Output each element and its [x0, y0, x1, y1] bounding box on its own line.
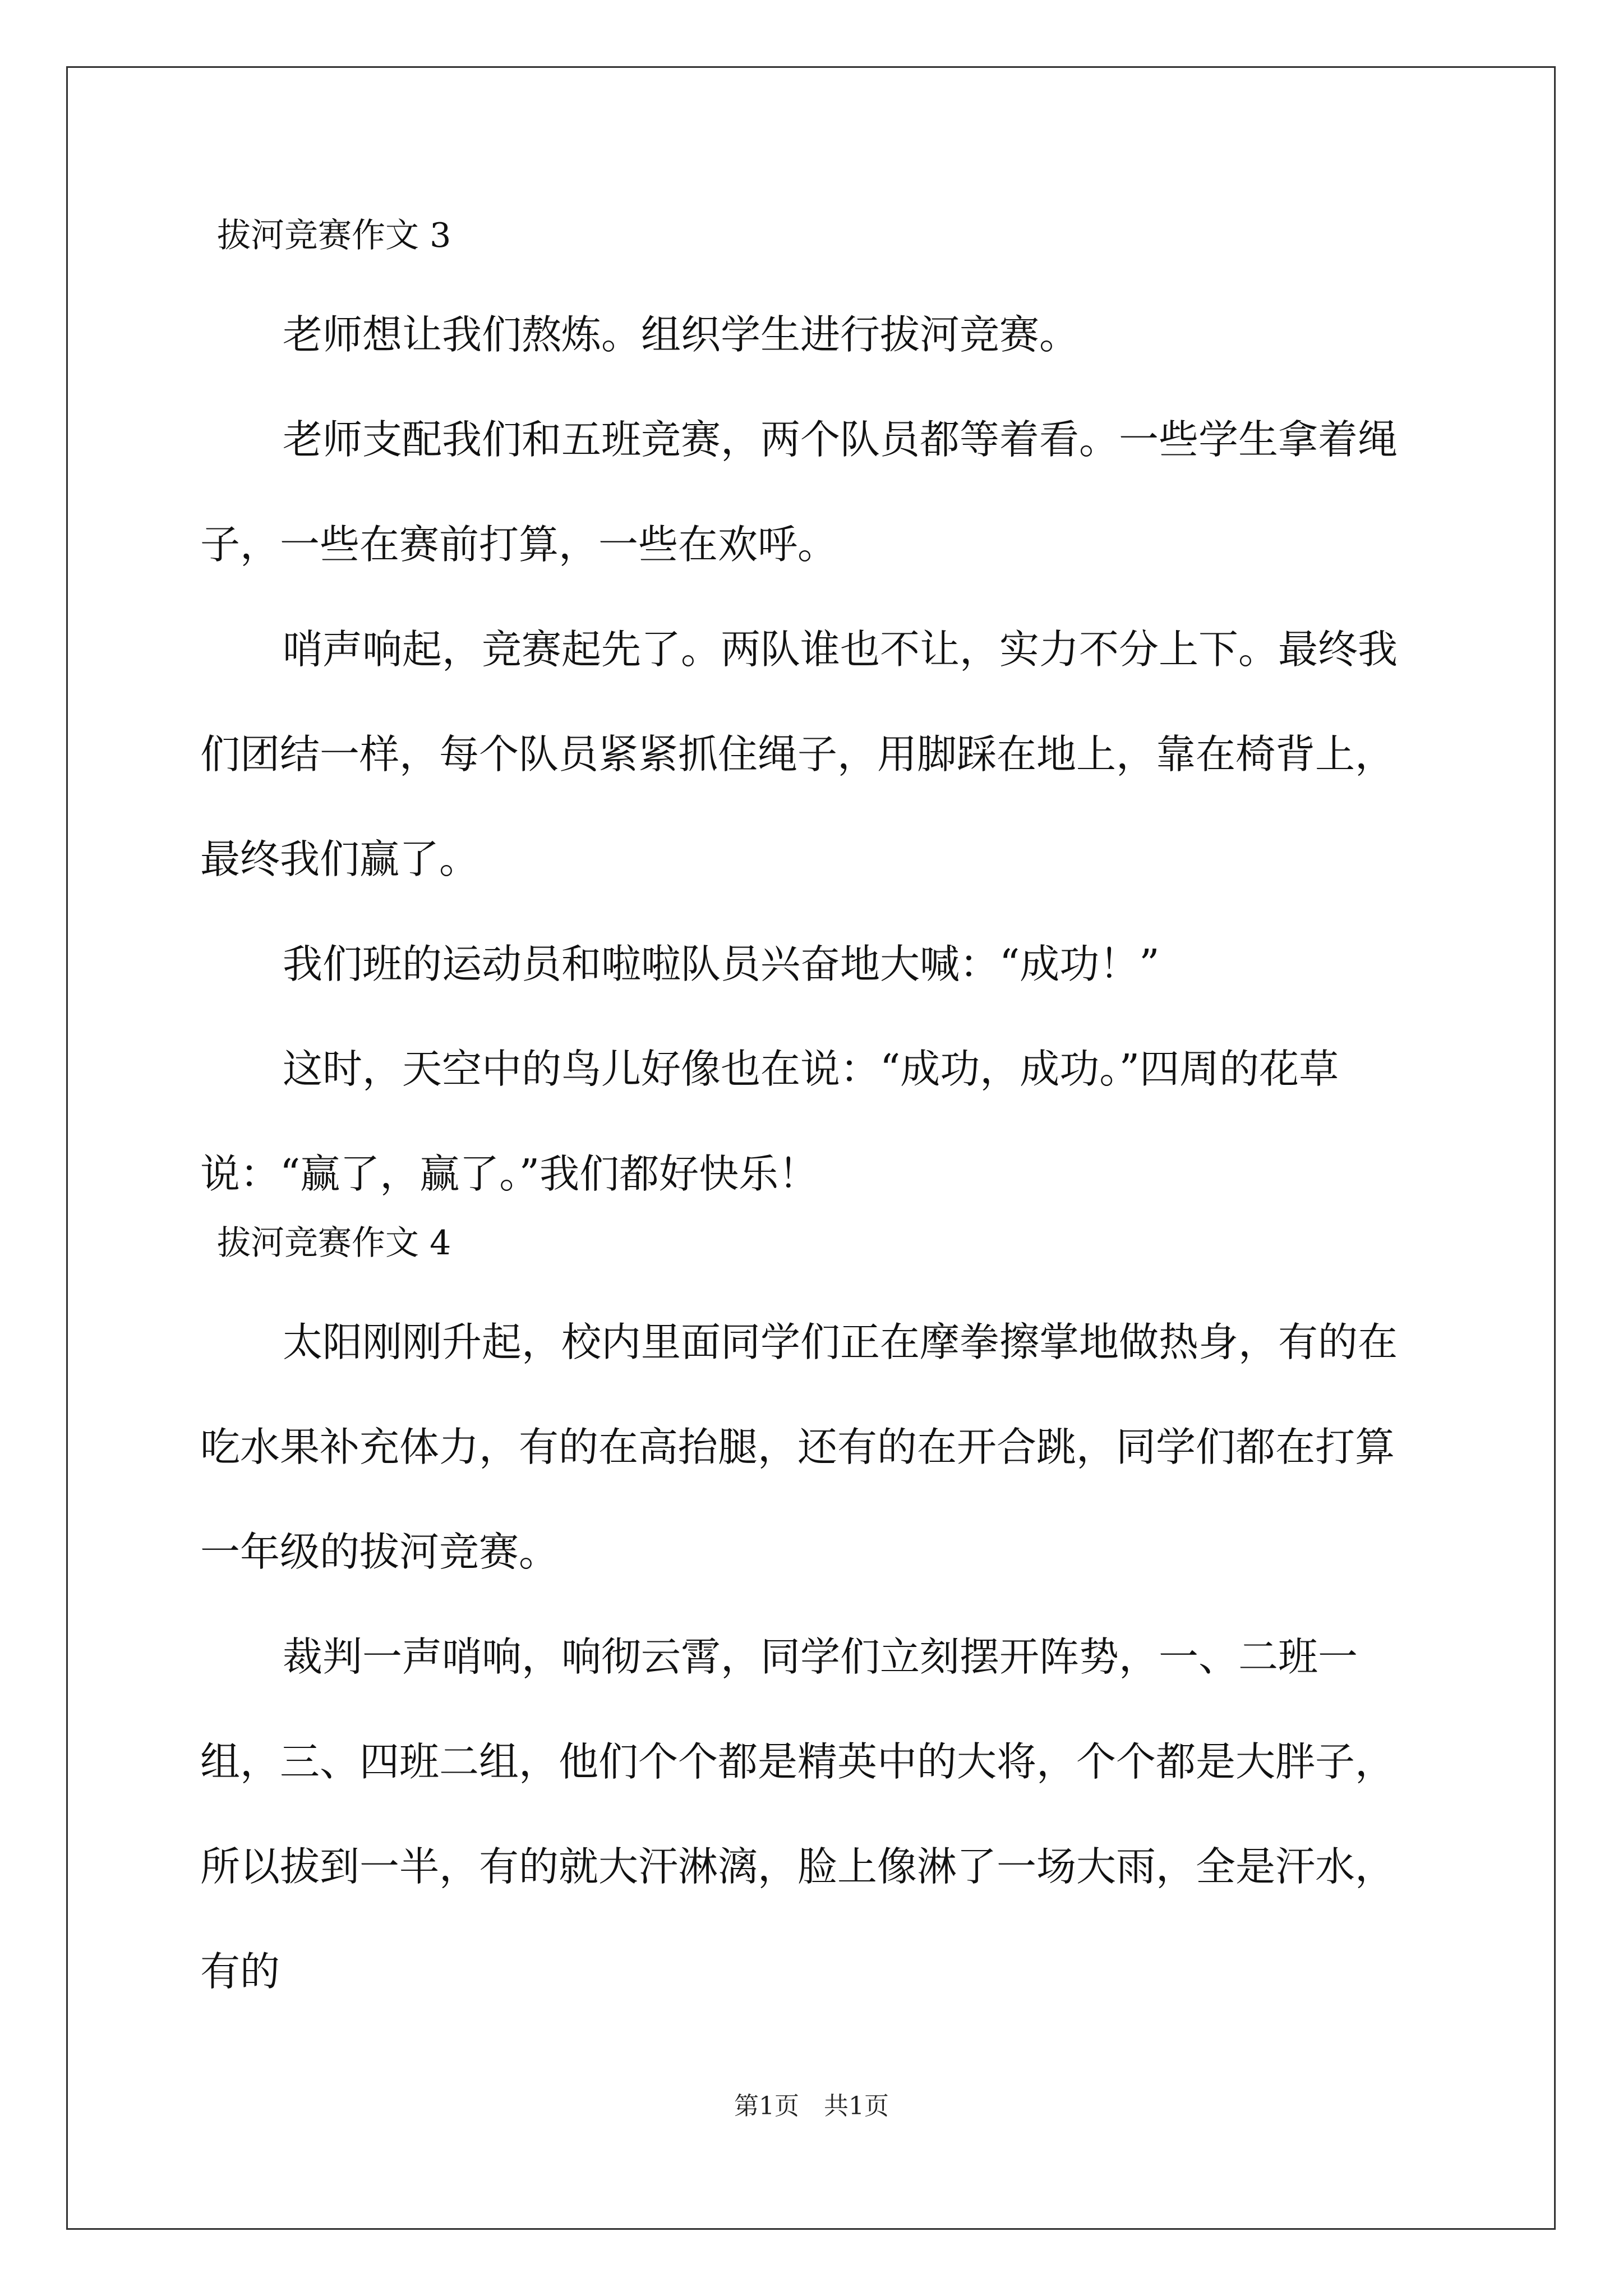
paragraph: 老师想让我们熬炼。组织学生进行拔河竞赛。: [283, 311, 1080, 358]
section-heading: 拔河竞赛作文 4: [217, 1223, 451, 1263]
section-heading: 拔河竞赛作文 3: [217, 216, 451, 255]
paragraph: 裁判一声哨响，响彻云霄，同学们立刻摆开阵势，一、二班一组，三、四班二组，他们个个都是精英中的大将，个个都是大胖子，所以拔到一半，有的就大汗淋漓，脸上像淋了一场大雨，全是汗水，有的: [200, 1634, 1395, 1995]
paragraph: 这时，天空中的鸟儿好像也在说：“成功，成功。”四周的花草说：“赢了，赢了。”我们都好快乐！: [200, 1046, 1339, 1197]
page-footer: 第1页 共1页: [734, 2092, 889, 2120]
paragraph: 哨声响起，竞赛起先了。两队谁也不让，实力不分上下。最终我们团结一样，每个队员紧紧抓住绳子，用脚踩在地上，靠在椅背上，最终我们赢了。: [200, 626, 1398, 882]
paragraph: 老师支配我们和五班竞赛，两个队员都等着看。一些学生拿着绳子，一些在赛前打算，一些在欢呼。: [200, 416, 1398, 568]
document-body: [200, 213, 1434, 2024]
paragraph: 我们班的运动员和啦啦队员兴奋地大喊：“成功！”: [283, 941, 1160, 987]
paragraph: 太阳刚刚升起，校内里面同学们正在摩拳擦掌地做热身，有的在吃水果补充体力，有的在高抬腿，还有的在开合跳，同学们都在打算一年级的拔河竞赛。: [200, 1319, 1398, 1575]
